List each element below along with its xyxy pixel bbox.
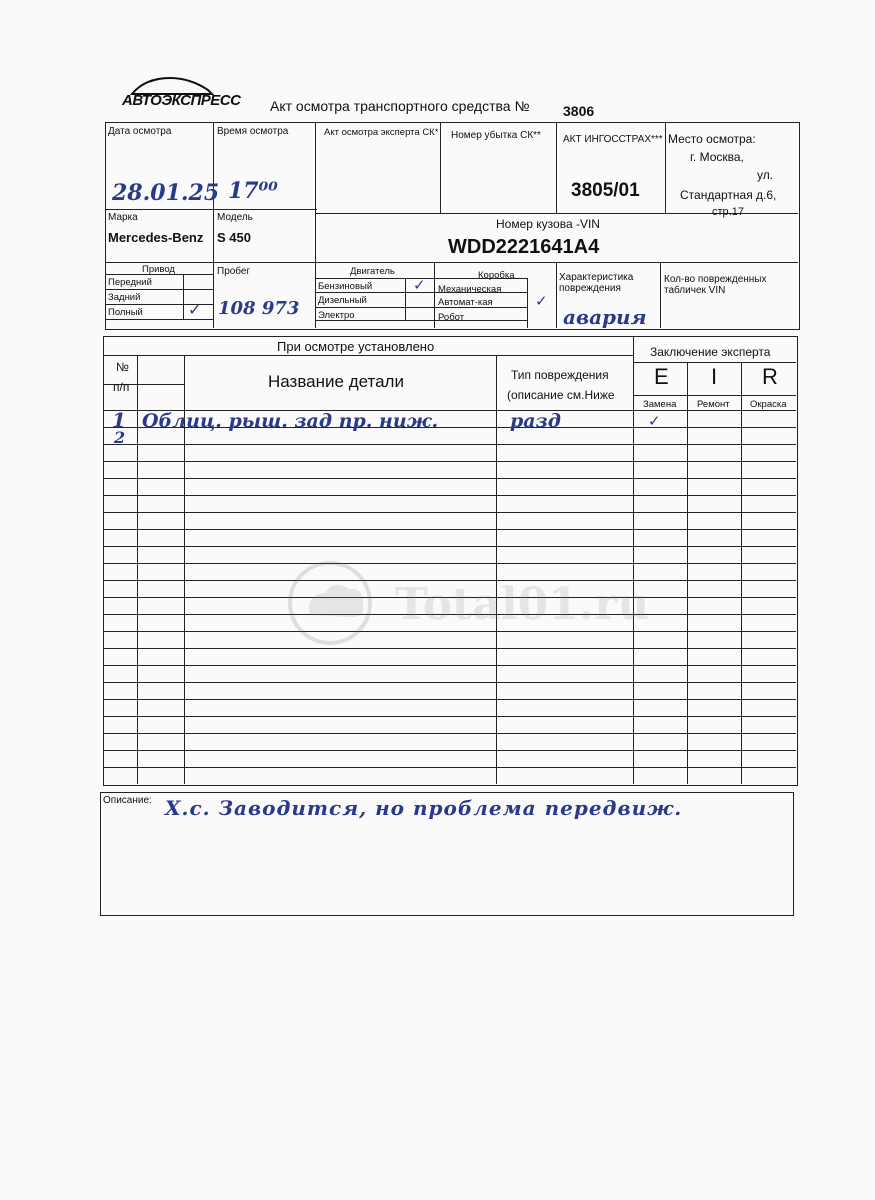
make-label: Марка <box>108 212 138 223</box>
gearbox-label: Коробка <box>478 270 515 281</box>
damage-type-sub: (описание см.Ниже <box>507 388 615 402</box>
part-name-header: Название детали <box>268 372 404 391</box>
pp-label: п/п <box>113 380 130 394</box>
table-row-line <box>103 444 796 445</box>
drive-full: Полный <box>108 307 143 318</box>
damage-char-value: авария <box>563 305 647 329</box>
table-row-line <box>103 733 796 734</box>
table-row-line <box>103 699 796 700</box>
table-row-line <box>103 614 796 615</box>
table-row-line <box>103 682 796 683</box>
date-label: Дата осмотра <box>108 126 172 137</box>
act-number: 3806 <box>563 103 595 119</box>
table-row-line <box>103 546 796 547</box>
make-value: Mercedes-Benz <box>108 230 204 245</box>
replace-sub: Замена <box>643 399 677 410</box>
table-row-line <box>103 563 796 564</box>
drive-rear: Задний <box>108 292 141 303</box>
place-city: г. Москва, <box>690 150 744 164</box>
engine-electro: Электро <box>318 310 355 321</box>
model-label: Модель <box>217 212 253 223</box>
drive-full-check: ✓ <box>188 300 202 319</box>
vin-label: Номер кузова -VIN <box>496 217 600 231</box>
engine-diesel: Дизельный <box>318 295 367 306</box>
place-street: ул. <box>757 168 774 182</box>
gearbox-auto: Автомат-кая <box>438 297 493 308</box>
table-row-line <box>103 580 796 581</box>
place-address: Стандартная д.6, <box>680 188 777 202</box>
mileage-label: Пробег <box>217 266 251 277</box>
table-row-line <box>103 716 796 717</box>
table-row-line <box>103 478 796 479</box>
paint-sub: Окраска <box>750 399 787 410</box>
row-1-part: Облиц. рыш. зад пр. ниж. <box>142 410 439 432</box>
table-row-line <box>103 767 796 768</box>
i-header: I <box>711 364 718 389</box>
place-label: Место осмотра: <box>668 132 756 146</box>
damage-type-header: Тип повреждения <box>511 368 609 382</box>
row-2-num: 2 <box>114 428 126 447</box>
row-1-num: 1 <box>112 408 126 432</box>
time-value: 17⁰⁰ <box>228 178 278 204</box>
logo-text: АВТОЭКСПРЕСС <box>122 92 241 109</box>
date-value: 28.01.25 <box>112 180 220 206</box>
drive-front: Передний <box>108 277 152 288</box>
ingos-act-label: АКТ ИНГОССТРАХ*** <box>563 134 663 145</box>
drive-label: Привод <box>142 264 175 275</box>
document-title: Акт осмотра транспортного средства № <box>270 98 530 114</box>
engine-petrol-check: ✓ <box>413 276 426 294</box>
r-header: R <box>762 364 778 389</box>
gearbox-auto-check: ✓ <box>535 292 548 310</box>
row-1-damage: разд <box>510 410 561 432</box>
ingos-act-value: 3805/01 <box>571 180 640 201</box>
row-1-replace-check: ✓ <box>648 412 661 430</box>
vin-plates-label: Кол-во поврежденных табличек VIN <box>664 274 767 296</box>
found-label: При осмотре установлено <box>277 339 435 354</box>
model-value: S 450 <box>217 230 251 245</box>
description-value: Х.с. Заводится, но проблема передвиж. <box>165 796 683 820</box>
parts-table <box>103 336 798 786</box>
vin-value: WDD2221641A4 <box>448 236 600 258</box>
watermark-text: Total01.ru <box>395 579 650 630</box>
expert-act-label: Акт осмотра эксперта СК* <box>324 127 439 138</box>
gearbox-robot: Робот <box>438 312 465 323</box>
description-label: Описание: <box>103 795 152 806</box>
e-header: E <box>654 364 669 389</box>
table-row-line <box>103 495 796 496</box>
repair-sub: Ремонт <box>697 399 730 410</box>
table-row-line <box>103 631 796 632</box>
table-row-line <box>103 648 796 649</box>
time-label: Время осмотра <box>217 126 289 137</box>
damage-char-label: Характеристика повреждения <box>559 272 634 294</box>
mileage-value: 108 973 <box>218 298 300 319</box>
engine-label: Двигатель <box>350 266 395 277</box>
conclusion-label: Заключение эксперта <box>650 345 771 359</box>
num-label: № <box>116 360 129 374</box>
gearbox-manual: Механическая <box>438 284 502 295</box>
table-row-line <box>103 461 796 462</box>
table-row-line <box>103 665 796 666</box>
table-row-line <box>103 597 796 598</box>
place-building: стр.17 <box>712 206 744 218</box>
logo <box>120 72 241 112</box>
table-row-line <box>103 750 796 751</box>
table-row-line <box>103 529 796 530</box>
engine-petrol: Бензиновый <box>318 281 373 292</box>
loss-number-label: Номер убытка СК** <box>451 130 541 141</box>
table-row-line <box>103 512 796 513</box>
